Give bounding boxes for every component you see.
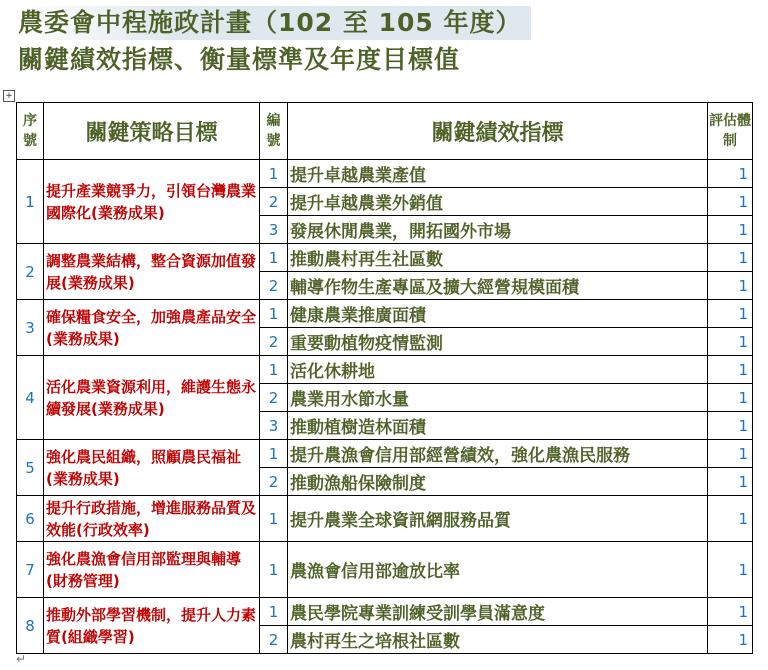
page-subtitle: 關鍵績效指標、衡量標準及年度目標值 bbox=[18, 45, 461, 74]
eval-cell: 1 bbox=[708, 244, 753, 272]
kpi-cell: 提升農業全球資訊網服務品質 bbox=[288, 496, 708, 542]
seq-cell: 4 bbox=[17, 356, 44, 440]
kpi-cell: 輔導作物生產專區及擴大經營規模面積 bbox=[288, 272, 708, 300]
table-row bbox=[17, 356, 753, 384]
kpi-cell: 農民學院專業訓練受訓學員滿意度 bbox=[288, 598, 708, 626]
code-cell: 1 bbox=[260, 356, 288, 384]
header-eval: 評估體制 bbox=[708, 103, 753, 160]
code-cell: 1 bbox=[260, 496, 288, 542]
seq-cell: 5 bbox=[17, 440, 44, 496]
seq-cell: 3 bbox=[17, 300, 44, 356]
seq-cell: 1 bbox=[17, 160, 44, 244]
strategy-cell: 確保糧食安全，加強農產品安全(業務成果) bbox=[44, 300, 260, 356]
header-seq: 序號 bbox=[17, 103, 44, 160]
eval-cell: 1 bbox=[708, 440, 753, 468]
table-row bbox=[17, 598, 753, 626]
code-cell: 2 bbox=[260, 384, 288, 412]
seq-cell: 7 bbox=[17, 542, 44, 598]
kpi-cell: 提升卓越農業外銷值 bbox=[288, 188, 708, 216]
table-row bbox=[17, 244, 753, 272]
strategy-cell: 調整農業結構，整合資源加值發展(業務成果) bbox=[44, 244, 260, 300]
code-cell: 1 bbox=[260, 598, 288, 626]
table-row bbox=[17, 440, 753, 468]
code-cell: 3 bbox=[260, 216, 288, 244]
code-cell: 2 bbox=[260, 626, 288, 654]
eval-cell: 1 bbox=[708, 188, 753, 216]
eval-cell: 1 bbox=[708, 300, 753, 328]
table-row bbox=[17, 496, 753, 542]
table-move-handle-icon[interactable]: + bbox=[3, 90, 15, 102]
strategy-cell: 活化農業資源利用，維護生態永續發展(業務成果) bbox=[44, 356, 260, 440]
header-row bbox=[17, 103, 753, 160]
eval-cell: 1 bbox=[708, 272, 753, 300]
code-cell: 1 bbox=[260, 160, 288, 188]
kpi-cell: 推動植樹造林面積 bbox=[288, 412, 708, 440]
kpi-cell: 推動農村再生社區數 bbox=[288, 244, 708, 272]
code-cell: 2 bbox=[260, 328, 288, 356]
kpi-cell: 農漁會信用部逾放比率 bbox=[288, 542, 708, 598]
eval-cell: 1 bbox=[708, 216, 753, 244]
kpi-table bbox=[16, 102, 753, 654]
kpi-cell: 農業用水節水量 bbox=[288, 384, 708, 412]
kpi-cell: 推動漁船保險制度 bbox=[288, 468, 708, 496]
code-cell: 3 bbox=[260, 412, 288, 440]
eval-cell: 1 bbox=[708, 598, 753, 626]
header-strategy: 關鍵策略目標 bbox=[44, 103, 260, 160]
eval-cell: 1 bbox=[708, 626, 753, 654]
code-cell: 2 bbox=[260, 188, 288, 216]
kpi-cell: 農村再生之培根社區數 bbox=[288, 626, 708, 654]
code-cell: 1 bbox=[260, 542, 288, 598]
eval-cell: 1 bbox=[708, 468, 753, 496]
kpi-cell: 提升卓越農業產值 bbox=[288, 160, 708, 188]
code-cell: 1 bbox=[260, 244, 288, 272]
eval-cell: 1 bbox=[708, 542, 753, 598]
strategy-cell: 提升產業競爭力，引領台灣農業國際化(業務成果) bbox=[44, 160, 260, 244]
strategy-cell: 強化農漁會信用部監理與輔導(財務管理) bbox=[44, 542, 260, 598]
eval-cell: 1 bbox=[708, 496, 753, 542]
code-cell: 1 bbox=[260, 440, 288, 468]
eval-cell: 1 bbox=[708, 328, 753, 356]
code-cell: 1 bbox=[260, 300, 288, 328]
eval-cell: 1 bbox=[708, 412, 753, 440]
strategy-cell: 提升行政措施，增進服務品質及效能(行政效率) bbox=[44, 496, 260, 542]
kpi-cell: 活化休耕地 bbox=[288, 356, 708, 384]
page-title: 農委會中程施政計畫（102 至 105 年度） bbox=[18, 6, 531, 40]
strategy-cell: 強化農民組織，照顧農民福祉(業務成果) bbox=[44, 440, 260, 496]
eval-cell: 1 bbox=[708, 384, 753, 412]
seq-cell: 6 bbox=[17, 496, 44, 542]
paragraph-mark-icon: ↵ bbox=[16, 652, 27, 666]
kpi-cell: 健康農業推廣面積 bbox=[288, 300, 708, 328]
table-row bbox=[17, 542, 753, 598]
code-cell: 2 bbox=[260, 272, 288, 300]
header-kpi: 關鍵績效指標 bbox=[288, 103, 708, 160]
code-cell: 2 bbox=[260, 468, 288, 496]
table-row bbox=[17, 300, 753, 328]
header-code: 編號 bbox=[260, 103, 288, 160]
seq-cell: 8 bbox=[17, 598, 44, 654]
kpi-cell: 重要動植物疫情監測 bbox=[288, 328, 708, 356]
table-row bbox=[17, 160, 753, 188]
kpi-cell: 發展休閒農業，開拓國外市場 bbox=[288, 216, 708, 244]
seq-cell: 2 bbox=[17, 244, 44, 300]
kpi-cell: 提升農漁會信用部經營績效，強化農漁民服務 bbox=[288, 440, 708, 468]
strategy-cell: 推動外部學習機制，提升人力素質(組織學習) bbox=[44, 598, 260, 654]
eval-cell: 1 bbox=[708, 160, 753, 188]
eval-cell: 1 bbox=[708, 356, 753, 384]
